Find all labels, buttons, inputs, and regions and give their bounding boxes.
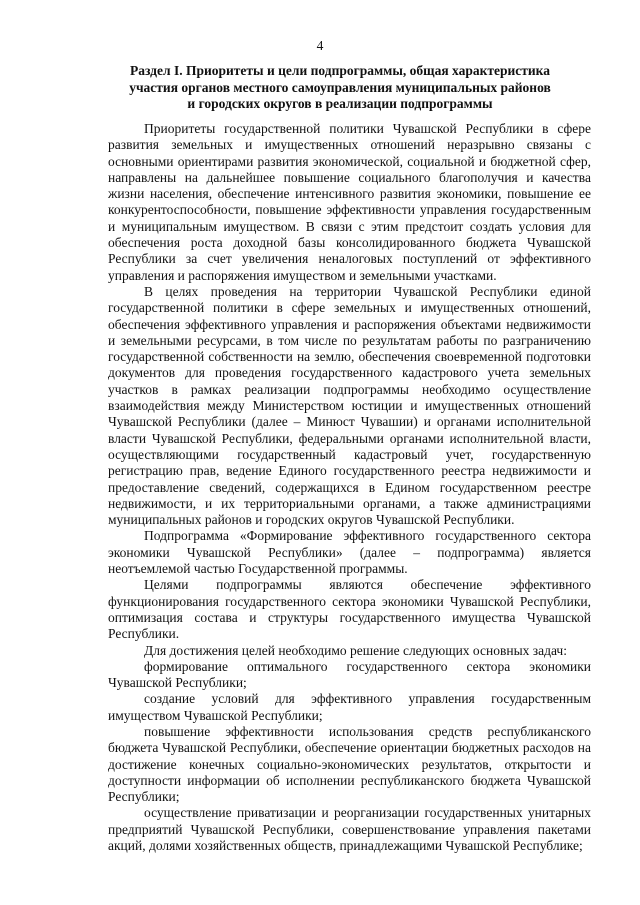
task-item: повышение эффективности использования средств республиканского бюджета Чувашской Республики, обеспечение ориентации бюджетных расходов на достижение конечных социально-экономических результатов, открытости и доступности информации об исполнении республиканского бюджета Чувашской Республики; <box>108 723 591 805</box>
task-item: создание условий для эффективного управления государственным имуществом Чувашской Республики; <box>108 691 591 723</box>
document-body <box>108 121 591 854</box>
section-heading-line-3: и городских округов в реализации подпрограммы <box>187 96 493 111</box>
paragraph-goals: Целями подпрограммы являются обеспечение эффективного функционирования государственного сектора экономики Чувашской Республики, оптимизация состава и структуры государственного имущества Чувашской Республики. <box>108 577 591 642</box>
paragraph-tasks-intro: Для достижения целей необходимо решение следующих основных задач: <box>144 642 567 658</box>
paragraph-priorities: Приоритеты государственной политики Чувашской Республики в сфере развития земельных и имущественных отношений неразрывно связаны с основными ориентирами развития экономической, социальной и бюджетной сфер, направлены на дальнейшее повышение социального благополучия и качества жизни населения, обеспечение интенсивного развития экономики, повышение ее конкурентоспособности, повышение эффективности управления государственным и муниципальным имуществом. В связи с этим предстоит создать условия для обеспечения роста доходной базы консолидированного бюджета Чувашской Республики за счет увеличения неналоговых поступлений от эффективного управления и распоряжения имуществом и земельными участками. <box>108 121 591 283</box>
task-item: формирование оптимального государственного сектора экономики Чувашской Республики; <box>108 658 591 691</box>
paragraph-subprogram: Подпрограмма «Формирование эффективного государственного сектора экономики Чувашской Республики» (далее – подпрограмма) является неотъемлемой частью Государственной программы. <box>108 528 591 577</box>
section-heading-line-1: Раздел I. Приоритеты и цели подпрограммы, общая характеристика <box>130 63 550 78</box>
page-number: 4 <box>316 38 324 53</box>
section-heading-line-2: участия органов местного самоуправления муниципальных районов <box>129 79 551 95</box>
task-item: осуществление приватизации и реорганизации государственных унитарных предприятий Чувашской Республики, совершенствование управления пакетами акций, долями хозяйственных обществ, принадлежащими Чувашской Республике; <box>108 805 591 854</box>
paragraph-policy: В целях проведения на территории Чувашской Республики единой государственной политики в сфере земельных и имущественных отношений, обеспечения эффективного управления и распоряжения объектами недвижимости и земельными ресурсами, в том числе по результатам работы по разграничению государственной собственности на землю, обеспечения своевременной подготовки документов для проведения государственного кадастрового учета земельных участков в рамках реализации подпрограммы необходимо осуществление взаимодействия между Министерством юстиции и имущественных отношений Чувашской Республики (далее – Минюст Чувашии) и органами исполнительной власти Чувашской Республики, федеральными органами исполнительной власти, осуществляющими государственный кадастровый учет, государственную регистрацию прав, ведение Единого государственного реестра недвижимости и предоставление сведений, содержащихся в Едином государственном реестре недвижимости, и их территориальными органами, а также администрациями муниципальных районов и городских округов Чувашской Республики. <box>108 283 591 528</box>
section-heading <box>104 63 576 113</box>
